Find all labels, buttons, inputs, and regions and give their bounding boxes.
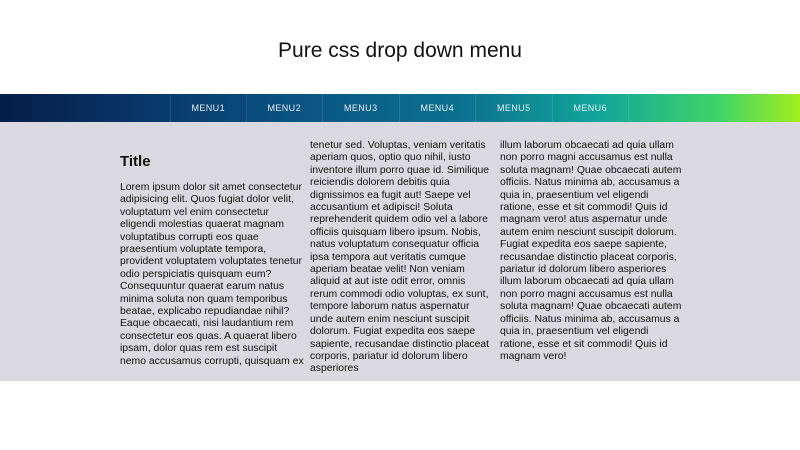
menu-item-3[interactable]: MENU3 [323,94,400,122]
column-3-text: illum laborum obcaecati ad quia ullam non porro magni accusamus est nulla soluta magnam! Quae obcaecati autem officiis. Natus minima ab, accusamus a quia in, praesentium vel eligendi ratione, esse et sit commodi! Quis id magnam vero! atus aspernatur unde autem enim nesciunt suscipit dolorum. Fugiat expedita eos saepe sapiente, recusandae distinctio placeat corporis, pariatur id dolorum libero asperiores illum laborum obcaecati ad quia ullam non porro magni accusamus est nulla soluta magnam! Quae obcaecati autem officiis. Natus minima ab, accusamus a quia in, praesentium vel eligendi ratione, esse et sit commodi! Quis id magnam vero! [500,140,682,362]
content-title: Title [120,153,151,170]
content-column-1 [120,152,304,368]
column-1-text: Lorem ipsum dolor sit amet consectetur adipisicing elit. Quos fugiat dolor velit, voluptatum vel enim consectetur eligendi molestias quaerat magnam voluptatibus corrupti eos quae praesentium voluptate tempora, provident voluptatem voluptates tenetur odio perspiciatis quisquam eum? Consequuntur quaerat earum natus minima soluta non quam temporibus beatae, explicabo repudiandae nihil? Eaque obcaecati, nisi laudantium rem consectetur eos quas. A quaerat libero ipsam, dolor quas rem est suscipit nemo accusamus corrupti, quisquam ex [120,182,304,367]
menu-list [170,94,629,122]
menu-item-2[interactable]: MENU2 [247,94,324,122]
column-2-text: tenetur sed. Voluptas, veniam veritatis aperiam quos, optio quo nihil, iusto inventore illum porro quae id. Similique reiciendis dolorem debitis quia dignissimos ea fugit aut! Saepe vel accusantium et adipisci! Soluta reprehenderit quidem odio vel a labore officiis quisquam libero ipsum. Nobis, natus voluptatum consequatur officia ipsa tempora aut veritatis cumque aperiam beatae velit! Non veniam aliquid at aut iste odit error, omnis rerum commodi odio voluptas, ex sunt, tempore laborum natus aspernatur unde autem enim nesciunt suscipit dolorum. Fugiat expedita eos saepe sapiente, recusandae distinctio placeat corporis, pariatur id dolorum libero asperiores [310,140,490,375]
content-column-2 [310,140,494,376]
nav-bar [0,94,800,122]
content-area [0,122,800,381]
menu-item-4[interactable]: MENU4 [400,94,477,122]
menu-item-1[interactable]: MENU1 [170,94,247,122]
content-column-3 [500,140,684,363]
menu-item-6[interactable]: MENU6 [553,94,630,122]
page-title: Pure css drop down menu [278,39,522,62]
menu-item-5[interactable]: MENU5 [476,94,553,122]
